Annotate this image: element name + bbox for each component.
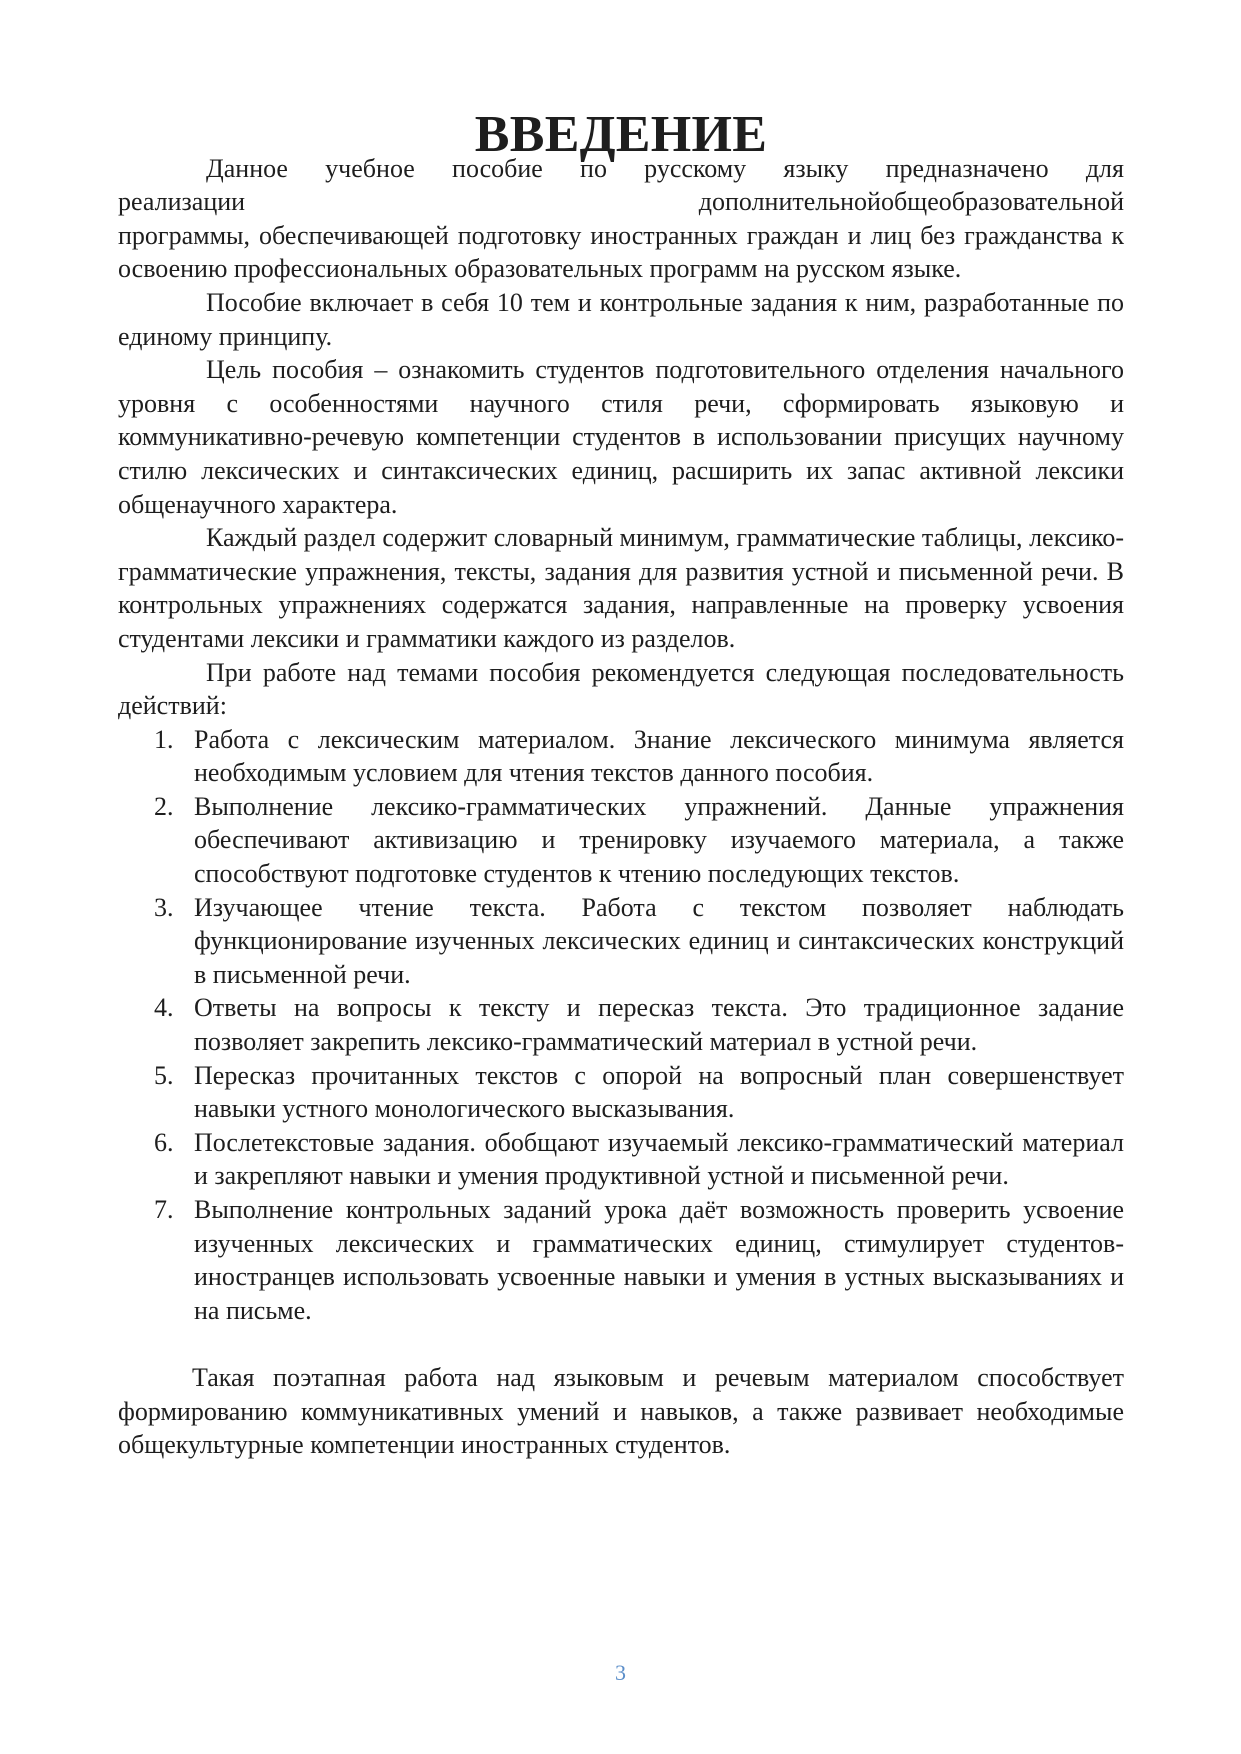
intro-line-2-end: общеобразовательной (880, 187, 1124, 217)
document-page (118, 106, 1124, 1462)
page-title: ВВЕДЕНИЕ (474, 106, 768, 163)
list-item-number: 3. (154, 892, 174, 922)
list-item (118, 1059, 1124, 1126)
list-item (118, 1126, 1124, 1193)
paragraph-goal: Цель пособия – ознакомить студентов подготовительного отделения начального уровня с особенностями научного стиля речи, сформировать языковую и коммуникативно-речевую компетенции студентов в использовании присущих научному стилю лексических и синтаксических единиц, расширить их запас активной лексики общенаучного характера. (118, 355, 1124, 519)
intro-paragraph-rest: программы, обеспечивающей подготовку иностранных граждан и лиц без гражданства к освоению профессиональных образовательных программ на русском языке. (118, 220, 1124, 284)
paragraph-topics: Пособие включает в себя 10 тем и контрольные задания к ним, разработанные по единому принципу. (118, 287, 1124, 351)
paragraph-sequence: При работе над темами пособия рекомендуется следующая последовательность действий: (118, 657, 1124, 721)
list-item (118, 891, 1124, 992)
list-item-text: Выполнение контрольных заданий урока даёт возможность проверить усвоение изученных лексических и грамматических единиц, стимулирует студентов-иностранцев использовать усвоенные навыки и умения в устных высказываниях и на письме. (194, 1195, 1124, 1325)
steps-list (118, 723, 1124, 1328)
list-item-text: Послетекстовые задания. обобщают изучаемый лексико-грамматический материал и закрепляют навыки и умения продуктивной устной и письменной речи. (194, 1127, 1124, 1191)
intro-line-2-start: реализации дополнительной (118, 187, 881, 217)
list-item-text: Выполнение лексико-грамматических упражнений. Данные упражнения обеспечивают активизацию и тренировку изучаемого материала, а также способствуют подготовке студентов к чтению последующих текстов. (194, 791, 1124, 889)
list-item (118, 1193, 1124, 1327)
paragraph-sections: Каждый раздел содержит словарный минимум, грамматические таблицы, лексико-грамматические упражнения, тексты, задания для развития устной и письменной речи. В контрольных упражнениях содержатся задания, направленные на проверку усвоения студентами лексики и грамматики каждого из разделов. (118, 523, 1124, 653)
paragraph-conclusion: Такая поэтапная работа над языковым и речевым материалом способствует формированию коммуникативных умений и навыков, а также развивает необходимые общекультурные компетенции иностранных студентов. (118, 1362, 1124, 1460)
list-item-number: 1. (154, 724, 174, 754)
list-item (118, 790, 1124, 891)
list-item-text: Ответы на вопросы к тексту и пересказ текста. Это традиционное задание позволяет закрепить лексико-грамматический материал в устной речи. (194, 993, 1124, 1057)
list-item (118, 723, 1124, 790)
list-item-text: Работа с лексическим материалом. Знание лексического минимума является необходимым условием для чтения текстов данного пособия. (194, 724, 1124, 788)
list-item-number: 6. (154, 1127, 174, 1157)
list-item-number: 2. (154, 791, 174, 821)
list-item-number: 7. (154, 1195, 174, 1224)
list-item (118, 991, 1124, 1058)
intro-paragraph-line-1: Данное учебное пособие по русскому языку предназначено для (206, 153, 1124, 183)
list-item-text: Пересказ прочитанных текстов с опорой на вопросный план совершенствует навыки устного монологического высказывания. (194, 1060, 1124, 1124)
list-item-number: 5. (154, 1060, 174, 1090)
page-number: 3 (615, 1660, 626, 1685)
list-item-text: Изучающее чтение текста. Работа с текстом позволяет наблюдать функционирование изученных лексических единиц и синтаксических конструкций в письменной речи. (194, 892, 1124, 989)
intro-paragraph-line-2 (118, 185, 1124, 219)
list-item-number: 4. (154, 993, 174, 1023)
